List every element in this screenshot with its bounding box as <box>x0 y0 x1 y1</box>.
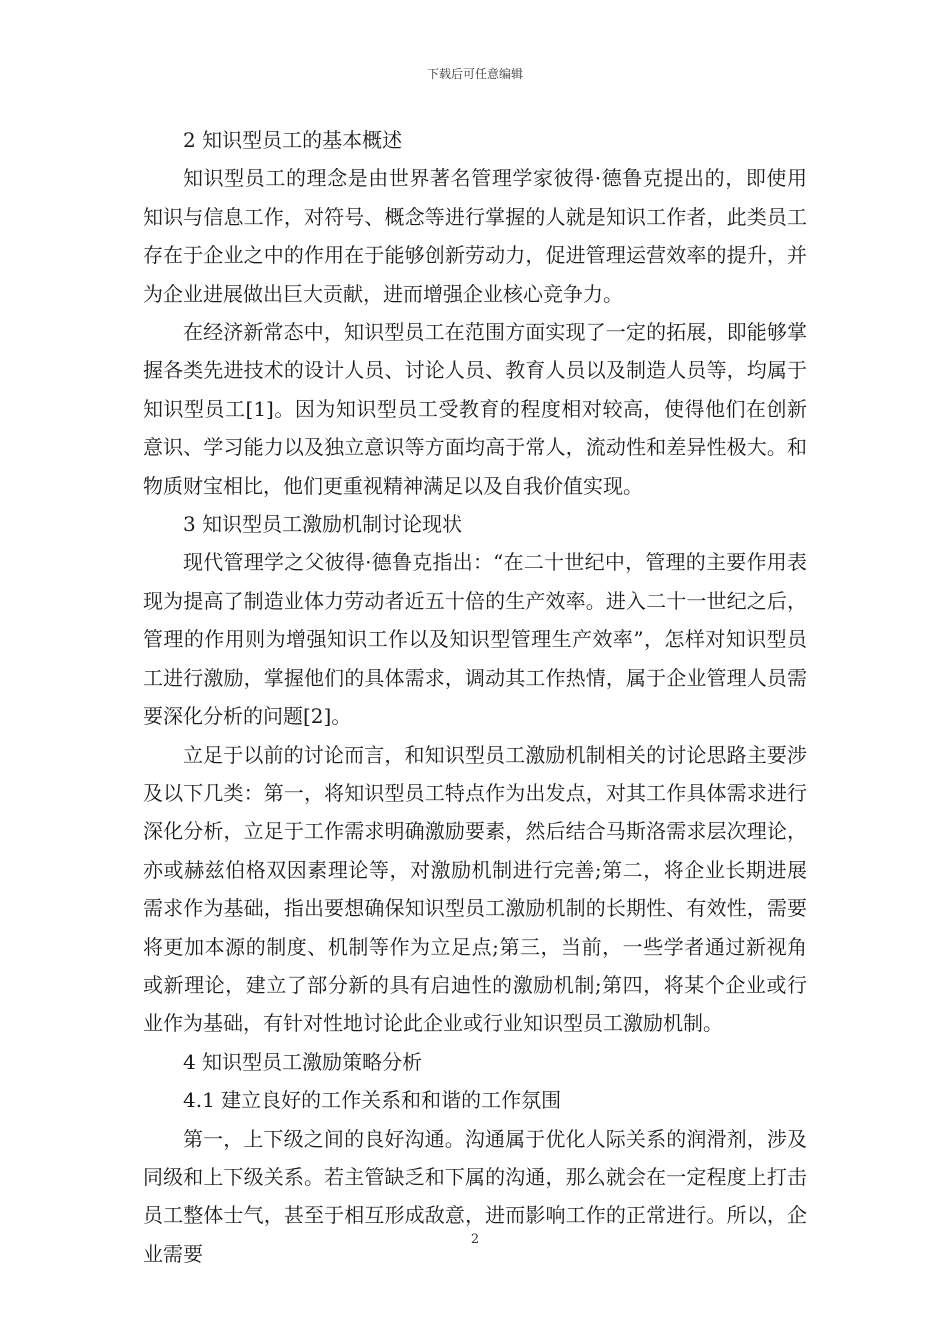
paragraph-1: 知识型员工的理念是由世界著名管理学家彼得·德鲁克提出的，即使用知识与信息工作，对符号、概念等进行掌握的人就是知识工作者，此类员工存在于企业之中的作用在于能够创新劳动力，促进管理运营效率的提升，并为企业进展做出巨大贡献，进而增强企业核心竞争力。 <box>143 166 807 306</box>
document-body <box>143 121 807 1273</box>
section-heading-4: 4 知识型员工激励策略分析 <box>183 1049 423 1074</box>
paragraph-5: 第一，上下级之间的良好沟通。沟通属于优化人际关系的润滑剂，涉及同级和上下级关系。若主管缺乏和下属的沟通，那么就会在一定程度上打击员工整体士气，甚至于相互形成敌意，进而影响工作的正常进行。所以，企业需要 <box>143 1126 807 1266</box>
page-header: 下载后可任意编辑 <box>426 67 523 81</box>
section-heading-3: 3 知识型员工激励机制讨论现状 <box>183 512 463 537</box>
paragraph-2: 在经济新常态中，知识型员工在范围方面实现了一定的拓展，即能够掌握各类先进技术的设计人员、讨论人员、教育人员以及制造人员等，均属于知识型员工[1]。因为知识型员工受教育的程度相对较高，使得他们在创新意识、学习能力以及独立意识等方面均高于常人，流动性和差异性极大。和物质财宝相比，他们更重视精神满足以及自我价值实现。 <box>143 320 807 498</box>
section-heading-2: 2 知识型员工的基本概述 <box>183 128 403 152</box>
subsection-heading-4-1: 4.1 建立良好的工作关系和和谐的工作氛围 <box>183 1088 562 1113</box>
page-number: 2 <box>470 1232 480 1247</box>
paragraph-3: 现代管理学之父彼得·德鲁克指出：“在二十世纪中，管理的主要作用表现为提高了制造业体力劳动者近五十倍的生产效率。进入二十一世纪之后，管理的作用则为增强知识工作以及知识型管理生产效率”，怎样对知识型员工进行激励，掌握他们的具体需求，调动其工作热情，属于企业管理人员需要深化分析的问题[2]。 <box>143 550 807 729</box>
paragraph-4: 立足于以前的讨论而言，和知识型员工激励机制相关的讨论思路主要涉及以下几类：第一，将知识型员工特点作为出发点，对其工作具体需求进行深化分析，立足于工作需求明确激励要素，然后结合马斯洛需求层次理论，亦或赫兹伯格双因素理论等，对激励机制进行完善;第二，将企业长期进展需求作为基础，指出要想确保知识型员工激励机制的长期性、有效性，需要将更加本源的制度、机制等作为立足点;第三，当前，一些学者通过新视角或新理论，建立了部分新的具有启迪性的激励机制;第四，将某个企业或行业作为基础，有针对性地讨论此企业或行业知识型员工激励机制。 <box>143 742 807 1036</box>
